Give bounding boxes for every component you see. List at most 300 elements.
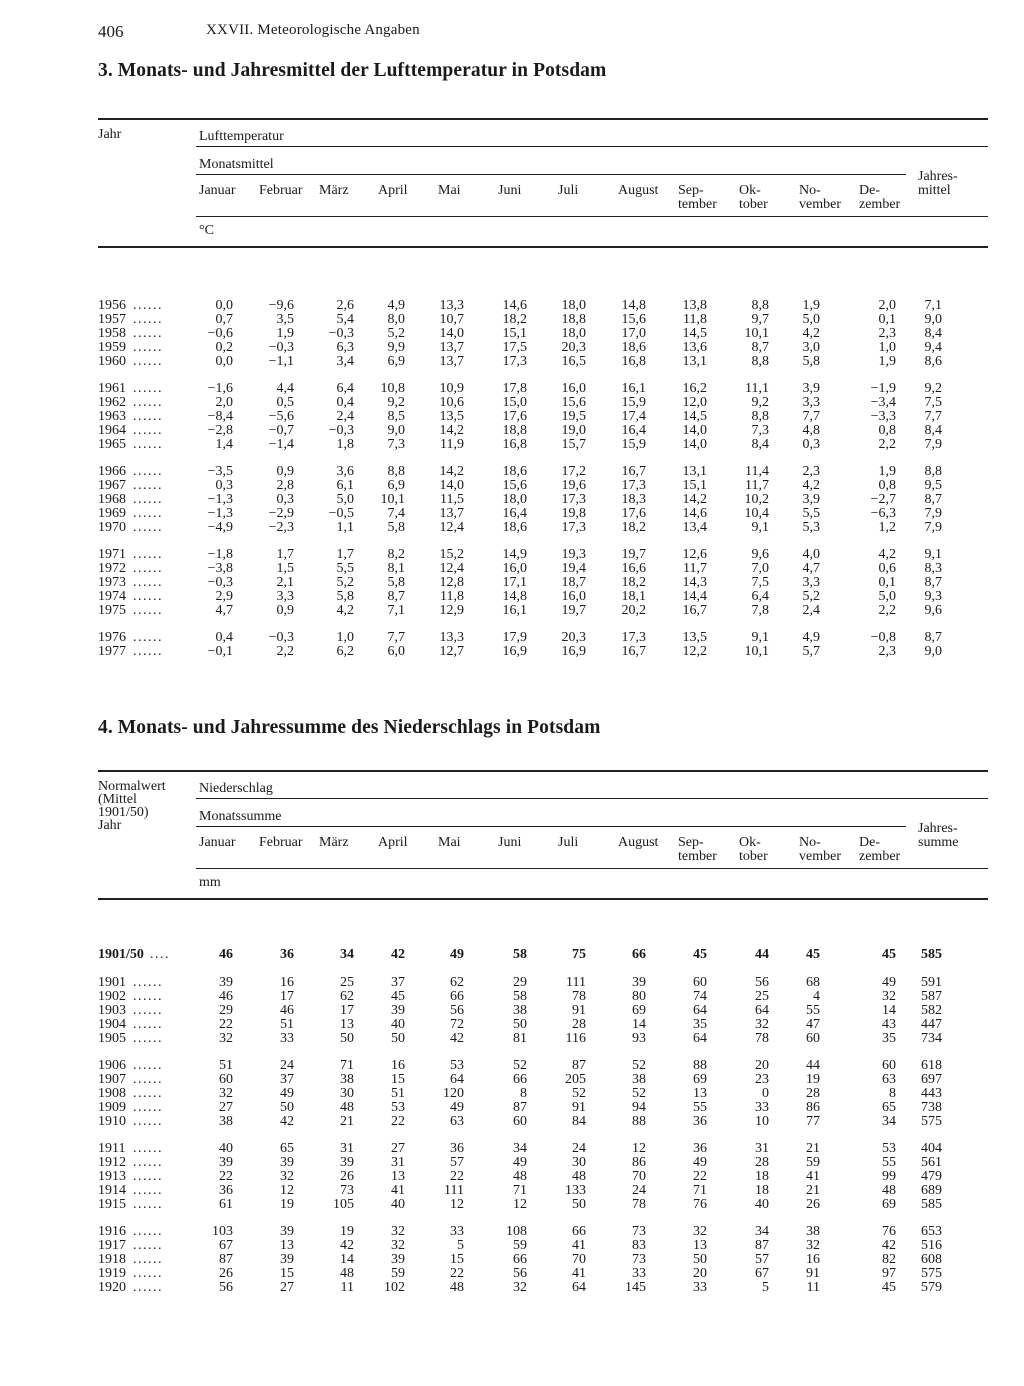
- table4-cell: 24: [280, 1058, 294, 1073]
- table4-cell: 45: [391, 988, 405, 1004]
- table3-cell: 17,3: [621, 630, 646, 645]
- table3-cell: 2,0: [878, 298, 896, 313]
- table4-cell: 73: [340, 1182, 354, 1198]
- table3-row-leader: ......: [133, 339, 163, 355]
- table4-cell: 26: [340, 1168, 354, 1184]
- table4-cell: 14: [632, 1016, 646, 1032]
- table3-cell: 0,6: [878, 560, 896, 576]
- table3-cell: 12,9: [439, 602, 464, 618]
- table3-cell: 16,1: [502, 602, 527, 618]
- table3-cell: 16,2: [682, 381, 707, 396]
- table3-month-header: Juli: [558, 183, 579, 198]
- table3-row-year: 1961: [98, 381, 126, 396]
- table4-cell: 43: [882, 1016, 896, 1032]
- table4-row-year: 1901: [98, 975, 126, 990]
- table4-row-year: 1908: [98, 1085, 126, 1101]
- table3-cell: 13,5: [682, 630, 707, 645]
- table4-cell: 4: [813, 988, 820, 1004]
- table4-cell: 51: [219, 1058, 233, 1073]
- table3-cell: 18,1: [621, 588, 646, 604]
- table4-cell: 40: [391, 1196, 405, 1212]
- table3-cell: 14,5: [682, 325, 707, 341]
- table3-month-header: No- vember: [799, 183, 841, 212]
- table3-row-leader: ......: [133, 477, 163, 493]
- table4-cell: 22: [219, 1016, 233, 1032]
- table4-row-year: 1904: [98, 1016, 126, 1032]
- table3-cell: 8,7: [751, 339, 769, 355]
- table4-cell: 16: [806, 1251, 820, 1267]
- table3-cell: 9,2: [751, 394, 769, 410]
- table4-cell: 70: [632, 1168, 646, 1184]
- table4-cell: 57: [450, 1154, 464, 1170]
- table3-cell: 11,4: [745, 464, 769, 479]
- table3-cell: 3,9: [802, 381, 820, 396]
- table3-cell: 19,8: [561, 505, 586, 521]
- table4-row-year: 1901/50: [98, 947, 144, 962]
- table4-row-year: 1903: [98, 1002, 126, 1018]
- table4-cell: 53: [450, 1058, 464, 1073]
- table3-cell: 10,1: [744, 643, 769, 659]
- table4-cell: 73: [632, 1224, 646, 1239]
- table3-cell: 13,8: [682, 298, 707, 313]
- table4-cell: 35: [693, 1016, 707, 1032]
- table3-cell: 8,8: [751, 408, 769, 424]
- table3-cell: 5,7: [802, 643, 820, 659]
- table3-row-leader: ......: [133, 422, 163, 438]
- table4-cell: 42: [391, 947, 405, 962]
- table3-cell: 2,2: [878, 602, 896, 618]
- table4-row-leader: ......: [133, 1251, 163, 1267]
- table3-cell: 9,0: [924, 643, 942, 659]
- table3-cell: 7,7: [924, 408, 942, 424]
- table3-cell: 1,0: [878, 339, 896, 355]
- table4-cell: 13: [693, 1085, 707, 1101]
- table3-cell: 0,0: [215, 298, 233, 313]
- table3-cell: −2,9: [268, 505, 294, 521]
- table3-cell: 2,4: [802, 602, 820, 618]
- table3-cell: 13,7: [439, 339, 464, 355]
- table4-cell: 36: [693, 1113, 707, 1129]
- table4-cell: 72: [450, 1016, 464, 1032]
- table4-cell: 46: [280, 1002, 294, 1018]
- table4-cell: 28: [755, 1154, 769, 1170]
- table3-row-leader: ......: [133, 394, 163, 410]
- table4-cell: 32: [693, 1224, 707, 1239]
- table4-cell: 34: [755, 1224, 769, 1239]
- table4-cell: 5: [762, 1279, 769, 1295]
- table3-cell: 7,4: [387, 505, 405, 521]
- table4-cell: 28: [806, 1085, 820, 1101]
- table4-row-leader: ....: [150, 947, 170, 962]
- table4-cell: 73: [632, 1251, 646, 1267]
- table3-cell: 7,0: [751, 560, 769, 576]
- table4-cell: 12: [632, 1141, 646, 1156]
- table3-cell: 13,3: [439, 298, 464, 313]
- table3-cell: 8,4: [751, 436, 769, 452]
- table4-cell: 62: [340, 988, 354, 1004]
- table4-cell: 46: [219, 947, 233, 962]
- table4-annual-header: Jahres- summe: [918, 821, 959, 850]
- table3-cell: 6,0: [387, 643, 405, 659]
- table4-cell: 40: [391, 1016, 405, 1032]
- table4-header-bottom-rule: [98, 898, 988, 900]
- table4-cell: 111: [566, 975, 586, 990]
- table4-cell: 10: [755, 1113, 769, 1129]
- table4-cell: 738: [921, 1099, 942, 1115]
- table4-month-header: De- zember: [859, 835, 901, 864]
- table3-row-leader: ......: [133, 547, 163, 562]
- table3-cell: 16,6: [621, 560, 646, 576]
- table3-cell: 15,2: [439, 547, 464, 562]
- table3-row-year: 1972: [98, 560, 126, 576]
- page-number: 406: [98, 22, 124, 41]
- table4-cell: 63: [882, 1071, 896, 1087]
- table4-cell: 11: [806, 1279, 820, 1295]
- table3-cell: 10,9: [439, 381, 464, 396]
- table4-cell: 31: [340, 1141, 354, 1156]
- table3-cell: 8,8: [751, 298, 769, 313]
- table3-cell: 18,8: [561, 311, 586, 327]
- table3-cell: 9,1: [751, 630, 769, 645]
- table4-row-year: 1910: [98, 1113, 126, 1129]
- table3-row-year: 1957: [98, 311, 126, 327]
- table4-cell: 69: [882, 1196, 896, 1212]
- table4-cell: 39: [219, 975, 233, 990]
- table3-cell: 13,5: [439, 408, 464, 424]
- table3-cell: 14,6: [682, 505, 707, 521]
- table4-cell: 94: [632, 1099, 646, 1115]
- table3-cell: 17,8: [502, 381, 527, 396]
- table3-group-rule: [196, 146, 988, 147]
- table3-cell: 2,0: [215, 394, 233, 410]
- table3-cell: 13,4: [682, 519, 707, 535]
- table4-cell: 38: [513, 1002, 527, 1018]
- table4-row-year: 1915: [98, 1196, 126, 1212]
- table4-cell: 41: [391, 1182, 405, 1198]
- table4-row-year: 1920: [98, 1279, 126, 1295]
- table3-cell: 5,2: [802, 588, 820, 604]
- table4-cell: 12: [450, 1196, 464, 1212]
- table3-row-leader: ......: [133, 408, 163, 424]
- table3-cell: 1,2: [878, 519, 896, 535]
- table4-month-header: Februar: [259, 835, 303, 850]
- table3-row-leader: ......: [133, 602, 163, 618]
- table4-cell: 75: [572, 947, 586, 962]
- table4-cell: 18: [755, 1182, 769, 1198]
- table3-cell: 2,4: [336, 408, 354, 424]
- table4-cell: 19: [806, 1071, 820, 1087]
- table4-cell: 21: [806, 1141, 820, 1156]
- table3-cell: 14,4: [682, 588, 707, 604]
- table3-cell: 19,6: [561, 477, 586, 493]
- table4-cell: 52: [513, 1058, 527, 1073]
- table4-cell: 34: [340, 947, 354, 962]
- table3-cell: 8,8: [924, 464, 942, 479]
- table4-row-leader: ......: [133, 1224, 163, 1239]
- table4-cell: 48: [513, 1168, 527, 1184]
- table3-cell: 16,4: [621, 422, 646, 438]
- table3-row-year: 1968: [98, 491, 126, 507]
- table4-cell: 66: [632, 947, 646, 962]
- table4-cell: 22: [450, 1168, 464, 1184]
- table3-cell: 9,3: [924, 588, 942, 604]
- table4-cell: 111: [444, 1182, 464, 1198]
- table4-cell: 59: [391, 1265, 405, 1281]
- table3-cell: 12,2: [682, 643, 707, 659]
- table4-cell: 74: [693, 988, 707, 1004]
- table3-cell: 4,8: [802, 422, 820, 438]
- table4-cell: 60: [806, 1030, 820, 1046]
- table4-row-year: 1909: [98, 1099, 126, 1115]
- table3-cell: 9,0: [387, 422, 405, 438]
- table3-cell: 19,7: [561, 602, 586, 618]
- table4-month-rule: [196, 868, 988, 869]
- table4-cell: 81: [513, 1030, 527, 1046]
- table4-cell: 38: [219, 1113, 233, 1129]
- table4-cell: 42: [882, 1237, 896, 1253]
- table4-cell: 87: [219, 1251, 233, 1267]
- table4-row-leader: ......: [133, 1196, 163, 1212]
- table4-cell: 78: [632, 1196, 646, 1212]
- table3-row-year: 1976: [98, 630, 126, 645]
- table4-month-header: Juni: [498, 835, 522, 850]
- table4-cell: 83: [632, 1237, 646, 1253]
- table3-cell: 7,8: [751, 602, 769, 618]
- table4-cell: 19: [340, 1224, 354, 1239]
- table4-cell: 61: [219, 1196, 233, 1212]
- table3-cell: 15,1: [502, 325, 527, 341]
- table3-row-year: 1960: [98, 353, 126, 369]
- table4-cell: 579: [921, 1279, 942, 1295]
- table3-cell: 9,4: [924, 339, 942, 355]
- table3-cell: 5,3: [802, 519, 820, 535]
- table4-cell: 32: [755, 1016, 769, 1032]
- table3-cell: 19,5: [561, 408, 586, 424]
- table3-cell: 3,9: [802, 491, 820, 507]
- table3-cell: 4,9: [387, 298, 405, 313]
- table3-cell: 19,3: [561, 547, 586, 562]
- table3-cell: 11,8: [683, 311, 707, 327]
- table4-cell: 734: [921, 1030, 942, 1046]
- table4-cell: 39: [219, 1154, 233, 1170]
- table4-cell: 50: [572, 1196, 586, 1212]
- table4-cell: 39: [280, 1154, 294, 1170]
- table3-cell: 6,9: [387, 353, 405, 369]
- table4-cell: 19: [280, 1196, 294, 1212]
- table3-cell: 2,6: [336, 298, 354, 313]
- table3-cell: −1,9: [870, 381, 896, 396]
- table4-cell: 93: [632, 1030, 646, 1046]
- table3-cell: 0,1: [878, 574, 896, 590]
- table4-cell: 39: [280, 1251, 294, 1267]
- table3-cell: 0,9: [276, 464, 294, 479]
- table3-cell: 6,1: [336, 477, 354, 493]
- table3-row-year: 1970: [98, 519, 126, 535]
- table4-cell: 11: [340, 1279, 354, 1295]
- table3-cell: 19,4: [561, 560, 586, 576]
- table3-cell: 7,9: [924, 519, 942, 535]
- table4-cell: 50: [513, 1016, 527, 1032]
- table4-cell: 40: [755, 1196, 769, 1212]
- table4-cell: 47: [806, 1016, 820, 1032]
- table4-row-leader: ......: [133, 1016, 163, 1032]
- table3-cell: 0,4: [336, 394, 354, 410]
- table4-cell: 66: [513, 1071, 527, 1087]
- table3-subgroup-header: Monatsmittel: [199, 157, 274, 172]
- table3-cell: 7,1: [387, 602, 405, 618]
- table3-title: 3. Monats- und Jahresmittel der Lufttemperatur in Potsdam: [98, 60, 607, 81]
- table3-cell: 10,7: [439, 311, 464, 327]
- table3-cell: 7,5: [751, 574, 769, 590]
- table4-cell: 58: [513, 947, 527, 962]
- table3-cell: 16,7: [621, 643, 646, 659]
- table4-cell: 49: [882, 975, 896, 990]
- table3-cell: 6,9: [387, 477, 405, 493]
- table4-cell: 65: [882, 1099, 896, 1115]
- table4-cell: 53: [391, 1099, 405, 1115]
- table3-cell: 14,0: [439, 477, 464, 493]
- table4-cell: 39: [340, 1154, 354, 1170]
- table4-cell: 618: [921, 1058, 942, 1073]
- table3-cell: 2,2: [878, 436, 896, 452]
- table4-cell: 63: [450, 1113, 464, 1129]
- table4-cell: 46: [219, 988, 233, 1004]
- table3-cell: 19,0: [561, 422, 586, 438]
- table4-cell: 582: [921, 1002, 942, 1018]
- table3-cell: 16,4: [502, 505, 527, 521]
- table3-month-header: Juni: [498, 183, 522, 198]
- table3-cell: 4,9: [802, 630, 820, 645]
- table3-cell: 1,9: [276, 325, 294, 341]
- table3-month-header: Februar: [259, 183, 303, 198]
- table4-cell: 42: [450, 1030, 464, 1046]
- table3-cell: −1,6: [207, 381, 233, 396]
- table4-cell: 48: [882, 1182, 896, 1198]
- table4-cell: 64: [755, 1002, 769, 1018]
- table4-cell: 587: [921, 988, 942, 1004]
- table3-row-year: 1977: [98, 643, 126, 659]
- table3-cell: 17,6: [502, 408, 527, 424]
- table3-cell: 9,1: [751, 519, 769, 535]
- table4-cell: 38: [806, 1224, 820, 1239]
- table4-cell: 48: [572, 1168, 586, 1184]
- table3-month-header: Ok- tober: [739, 183, 768, 212]
- table3-cell: 5,8: [336, 588, 354, 604]
- table3-cell: 1,0: [336, 630, 354, 645]
- table3-cell: −3,4: [870, 394, 896, 410]
- table3-cell: 14,6: [502, 298, 527, 313]
- table3-header-bottom-rule: [98, 246, 988, 248]
- table4-month-header: März: [319, 835, 349, 850]
- table4-cell: 585: [921, 947, 942, 962]
- table3-cell: 15,0: [502, 394, 527, 410]
- table3-subgroup-rule: [196, 174, 906, 175]
- table3-cell: 19,7: [621, 547, 646, 562]
- table4-cell: 78: [755, 1030, 769, 1046]
- table3-cell: 14,2: [682, 491, 707, 507]
- table4-cell: 40: [219, 1141, 233, 1156]
- table4-cell: 48: [340, 1099, 354, 1115]
- table4-cell: 32: [391, 1224, 405, 1239]
- table3-cell: 17,3: [561, 519, 586, 535]
- table3-row-leader: ......: [133, 491, 163, 507]
- table4-month-header: Juli: [558, 835, 579, 850]
- table3-cell: 8,4: [924, 422, 942, 438]
- table3-cell: 6,3: [336, 339, 354, 355]
- table4-cell: 41: [572, 1265, 586, 1281]
- table4-cell: 56: [513, 1265, 527, 1281]
- table4-month-header: Mai: [438, 835, 461, 850]
- table4-cell: 479: [921, 1168, 942, 1184]
- table4-cell: 39: [391, 1251, 405, 1267]
- table4-cell: 49: [513, 1154, 527, 1170]
- table4-cell: 62: [450, 975, 464, 990]
- table3-cell: 5,0: [336, 491, 354, 507]
- table4-row-year: 1906: [98, 1058, 126, 1073]
- table3-row-year: 1969: [98, 505, 126, 521]
- table4-cell: 575: [921, 1113, 942, 1129]
- table3-cell: 17,2: [561, 464, 586, 479]
- table4-cell: 49: [450, 1099, 464, 1115]
- table3-cell: 3,0: [802, 339, 820, 355]
- table4-cell: 36: [219, 1182, 233, 1198]
- table3-row-year: 1967: [98, 477, 126, 493]
- table3-cell: 4,4: [276, 381, 294, 396]
- table3-cell: 16,1: [621, 381, 646, 396]
- table3-cell: 10,2: [744, 491, 769, 507]
- table3-cell: 1,7: [336, 547, 354, 562]
- table4-cell: 41: [572, 1237, 586, 1253]
- table4-cell: 82: [882, 1251, 896, 1267]
- table3-cell: 17,3: [502, 353, 527, 369]
- table4-cell: 404: [921, 1141, 942, 1156]
- table3-cell: −8,4: [207, 408, 233, 424]
- table3-cell: 18,0: [561, 298, 586, 313]
- table3-cell: 13,6: [682, 339, 707, 355]
- table4-cell: 99: [882, 1168, 896, 1184]
- table3-cell: 2,3: [878, 643, 896, 659]
- table3-cell: 2,2: [276, 643, 294, 659]
- table4-cell: 84: [572, 1113, 586, 1129]
- table4-cell: 66: [450, 988, 464, 1004]
- table4-cell: 52: [632, 1085, 646, 1101]
- table4-cell: 33: [693, 1279, 707, 1295]
- table4-cell: 64: [572, 1279, 586, 1295]
- table3-cell: 9,6: [751, 547, 769, 562]
- table4-cell: 48: [340, 1265, 354, 1281]
- table4-cell: 14: [882, 1002, 896, 1018]
- table4-row-leader: ......: [133, 1058, 163, 1073]
- table4-cell: 22: [450, 1265, 464, 1281]
- table3-cell: 4,7: [802, 560, 820, 576]
- table3-cell: −4,9: [207, 519, 233, 535]
- table4-cell: 29: [219, 1002, 233, 1018]
- table4-cell: 29: [513, 975, 527, 990]
- table3-cell: 13,3: [439, 630, 464, 645]
- table4-cell: 39: [280, 1224, 294, 1239]
- table4-cell: 55: [882, 1154, 896, 1170]
- table4-row-leader: ......: [133, 1182, 163, 1198]
- table4-row-leader: ......: [133, 1237, 163, 1253]
- table3-top-rule: [98, 118, 988, 120]
- running-head: XXVII. Meteorologische Angaben: [206, 22, 420, 38]
- table4-cell: 120: [443, 1085, 464, 1101]
- table4-cell: 50: [693, 1251, 707, 1267]
- table4-row-year: 1913: [98, 1168, 126, 1184]
- table3-cell: 1,7: [276, 547, 294, 562]
- table4-cell: 44: [755, 947, 769, 962]
- table4-cell: 71: [340, 1058, 354, 1073]
